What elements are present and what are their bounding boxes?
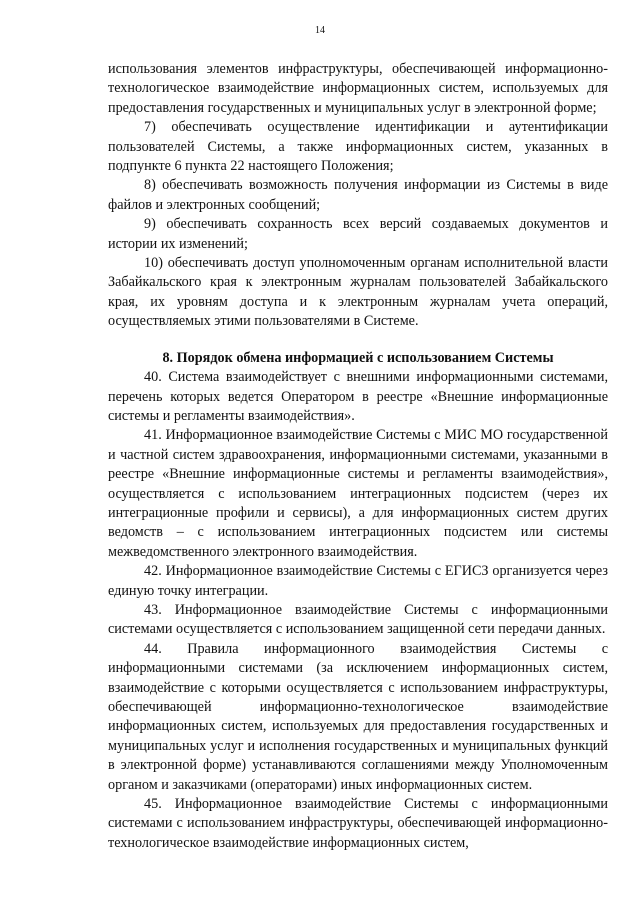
document-body xyxy=(108,60,608,853)
paragraph: 10) обеспечивать доступ уполномоченным органам исполнительной власти Забайкальского края к электронным журналам пользователей Забайкальского края, их уровням доступа и к электронным журналам учета операций, осуществляемых этими пользователями в Системе. xyxy=(108,255,608,330)
paragraph: 40. Система взаимодействует с внешними информационными системами, перечень которых ведется Оператором в реестре «Внешние информационные системы и регламенты взаимодействия». xyxy=(108,369,608,424)
paragraph: 41. Информационное взаимодействие Системы с МИС МО государственной и частной систем здравоохранения, информационными системами, указанными в реестре «Внешние информационные системы и регламенты взаимодействия», осуществляется с использованием интеграционных подсистем (через их интеграционные профили и сервисы), а для информационных систем других ведомств – с использованием интеграционных подсистем или системы межведомственного электронного взаимодействия. xyxy=(108,427,608,560)
paragraph: 8) обеспечивать возможность получения информации из Системы в виде файлов и электронных сообщений; xyxy=(108,177,608,213)
paragraph: 43. Информационное взаимодействие Системы с информационными системами осуществляется с использованием защищенной сети передачи данных. xyxy=(108,601,608,638)
paragraph: 7) обеспечивать осуществление идентификации и аутентификации пользователей Системы, а также информационных систем, указанных в подпункте 6 пункта 22 настоящего Положения; xyxy=(108,119,608,175)
page-number: 14 xyxy=(315,25,325,36)
paragraph: 9) обеспечивать сохранность всех версий создаваемых документов и истории их изменений; xyxy=(108,216,608,252)
paragraph: 42. Информационное взаимодействие Системы с ЕГИСЗ организуется через единую точку интеграции. xyxy=(108,563,608,599)
paragraph: 45. Информационное взаимодействие Системы с информационными системами с использованием инфраструктуры, обеспечивающей информационно-технологическое взаимодействие информационных систем, xyxy=(108,796,608,851)
paragraph: использования элементов инфраструктуры, обеспечивающей информационно-технологическое взаимодействие информационных систем, используемых для предоставления государственных и муниципальных услуг в электронной форме; xyxy=(108,61,608,116)
section-heading: 8. Порядок обмена информацией с использованием Системы xyxy=(162,349,554,366)
paragraph: 44. Правила информационного взаимодействия Системы с информационными системами (за исключением информационных систем, взаимодействие с которыми осуществляется с использованием инфраструктуры, обеспечивающей информационно-технологическое взаимодействие информационных систем, используемых для предоставления государственных и муниципальных услуг и исполнения государственных и муниципальных функций в электронной форме) устанавливаются соглашениями между Уполномоченным органом и заказчиками (операторами) иных информационных систем. xyxy=(108,640,608,793)
